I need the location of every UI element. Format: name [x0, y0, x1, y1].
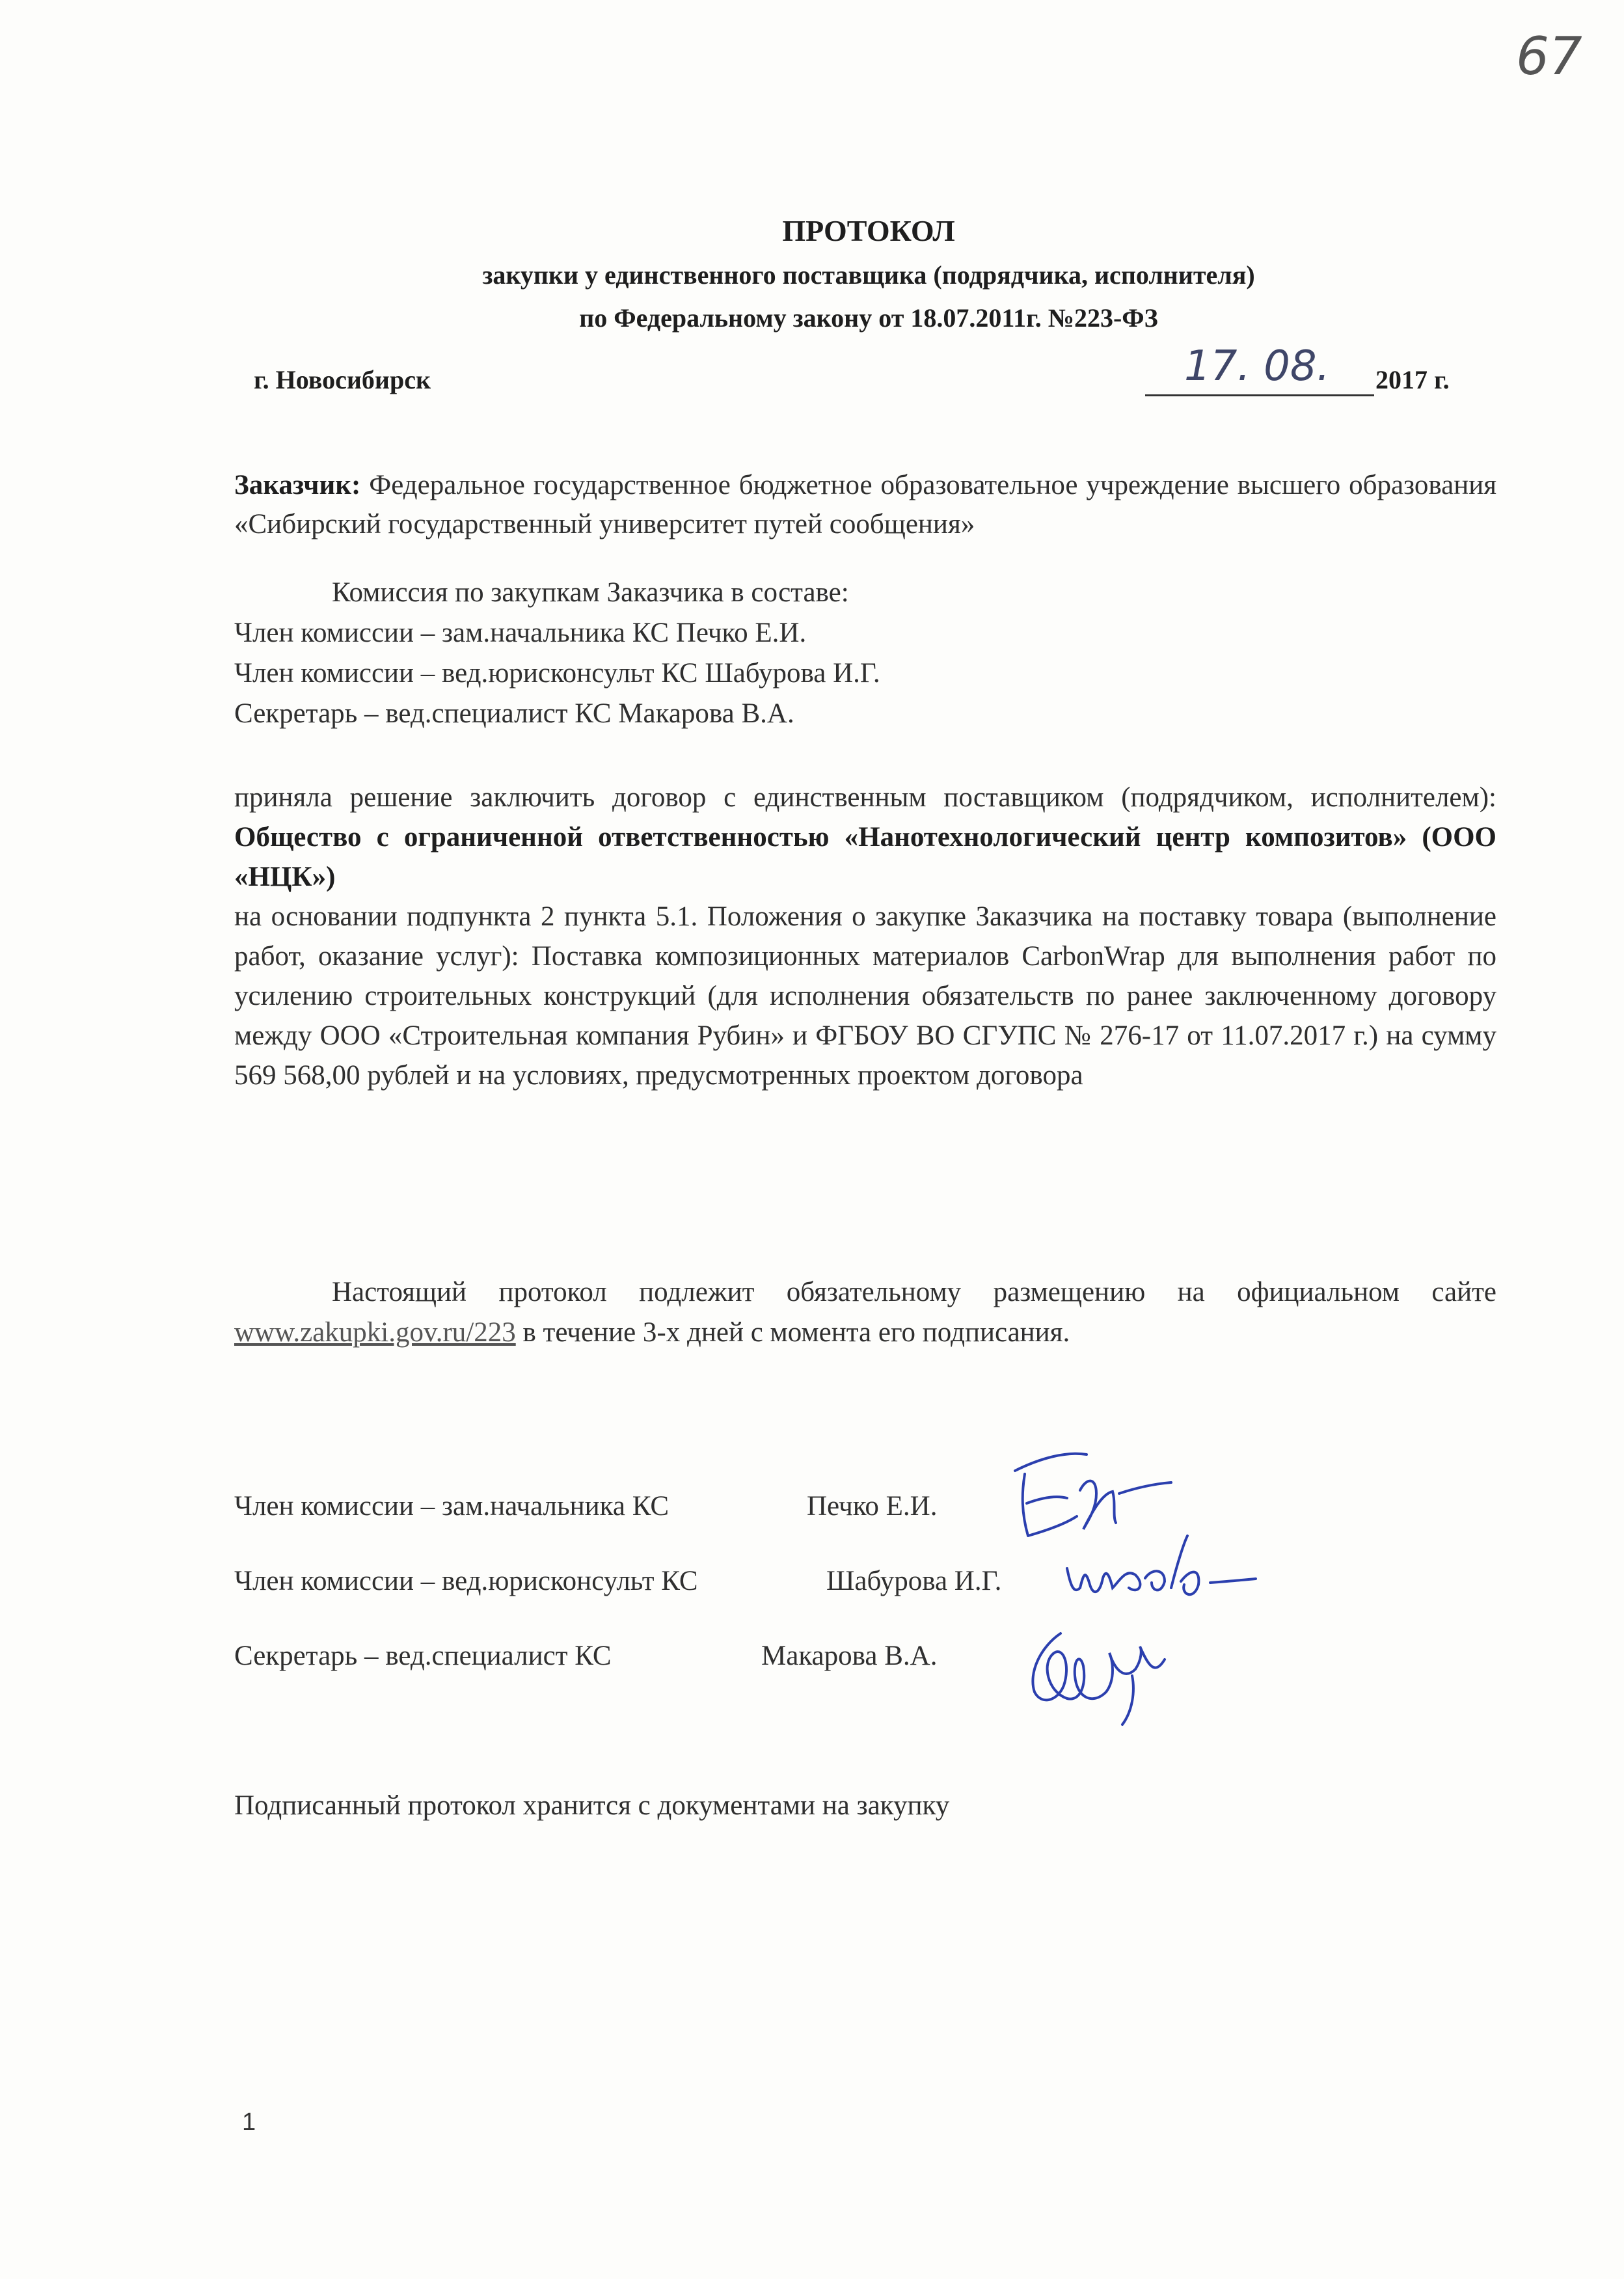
footer-note: Подписанный протокол хранится с документами на закупку: [234, 1790, 950, 1821]
commission-intro: Комиссия по закупкам Заказчика в составе:: [332, 577, 849, 608]
date-year: 2017 г.: [1375, 365, 1450, 394]
page-number: 1: [242, 2108, 256, 2136]
date-blank-line: [1145, 394, 1374, 396]
customer-label: Заказчик:: [234, 470, 361, 500]
document-subtitle-line1: закупки у единственного поставщика (подрядчика, исполнителя): [482, 260, 1255, 290]
signer-name: Печко Е.И.: [807, 1491, 938, 1522]
signature-makarova: [1002, 1614, 1197, 1731]
commission-block: [234, 573, 880, 734]
decision-basis: на основании подпункта 2 пункта 5.1. Положения о закупке Заказчика на поставку товара (выполнение работ, оказание услуг): Поставка композиционных материалов CarbonWrap для выполнения работ по усилению строительных конструкций (для исполнения обязательств по ранее заключенному договору между ООО «Строительная компания Рубин» и ФГБОУ ВО СГУПС № 276-17 от 11.07.2017 г.) на сумму 569 568,00 рублей и на условиях, предусмотренных проектом договора: [234, 901, 1496, 1091]
notice-paragraph: [234, 1272, 1496, 1353]
signer-name: Макарова В.А.: [761, 1641, 938, 1671]
commission-member: Член комиссии – зам.начальника КС Печко Е.И.: [234, 618, 807, 648]
signer-name: Шабурова И.Г.: [826, 1566, 1002, 1596]
notice-lead: Настоящий протокол подлежит обязательному размещению на официальном сайте: [332, 1277, 1496, 1307]
signer-role: Член комиссии – зам.начальника КС: [234, 1491, 670, 1522]
folio-number: 67: [1516, 26, 1582, 87]
customer-text: Федеральное государственное бюджетное образовательное учреждение высшего образования «Сибирский государственный университет путей сообщения»: [234, 470, 1496, 539]
decision-paragraph: [234, 778, 1496, 1095]
decision-lead: приняла решение заключить договор с единственным поставщиком (подрядчиком, исполнителем):: [234, 782, 1496, 813]
customer-paragraph: [234, 466, 1496, 544]
document-date: [1145, 342, 1483, 397]
handwritten-date: 17. 08.: [1184, 342, 1330, 390]
zakupki-link[interactable]: www.zakupki.gov.ru/223: [234, 1317, 516, 1348]
supplier-name: Общество с ограниченной ответственностью «Нанотехнологический центр композитов» (ООО «НЦК»): [234, 822, 1496, 892]
document-subtitle-line2: по Федеральному закону от 18.07.2011г. №223-ФЗ: [579, 303, 1158, 333]
document-header: [234, 208, 1503, 340]
place: г. Новосибирск: [254, 365, 431, 394]
commission-member: Член комиссии – вед.юрисконсульт КС Шабурова И.Г.: [234, 658, 880, 689]
document-title: ПРОТОКОЛ: [782, 214, 955, 247]
notice-tail: в течение 3-х дней с момента его подписания.: [515, 1317, 1070, 1348]
signer-role: Секретарь – вед.специалист КС: [234, 1641, 612, 1671]
commission-member: Секретарь – вед.специалист КС Макарова В.А.: [234, 698, 794, 729]
signer-role: Член комиссии – вед.юрисконсульт КС: [234, 1566, 698, 1596]
signature-shaburova: [1054, 1523, 1262, 1620]
